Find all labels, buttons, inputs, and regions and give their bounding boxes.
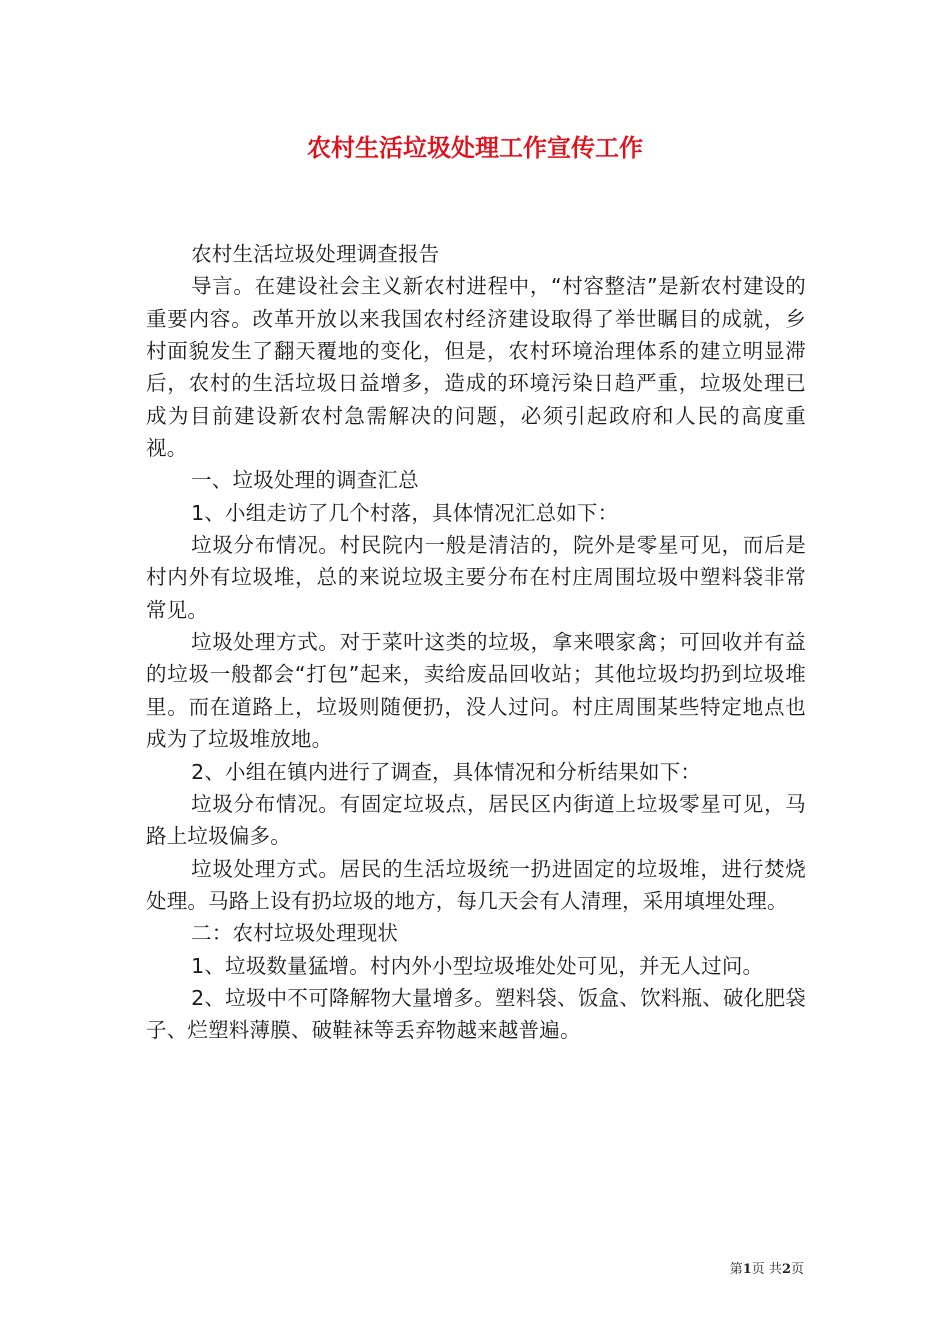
paragraph-village-disposal: 垃圾处理方式。对于菜叶这类的垃圾，拿来喂家禽；可回收并有益的垃圾一般都会“打包”起来，卖给废品回收站；其他垃圾均扔到垃圾堆里。而在道路上，垃圾则随便扔，没人过问。村庄周围某些特定地点也成为了垃圾堆放地。 (146, 630, 806, 752)
document-body (146, 238, 806, 1047)
paragraph-intro: 导言。在建设社会主义新农村进程中，“村容整洁”是新农村建设的重要内容。改革开放以来我国农村经济建设取得了举世瞩目的成就，乡村面貌发生了翻天覆地的变化，但是，农村环境治理体系的建立明显滞后，农村的生活垃圾日益增多，造成的环境污染日趋严重，垃圾处理已成为目前建设新农村急需解决的问题，必须引起政府和人民的高度重视。 (146, 274, 806, 461)
footer-prefix: 第 (729, 1262, 743, 1277)
paragraph-town-disposal: 垃圾处理方式。居民的生活垃圾统一扔进固定的垃圾堆，进行焚烧处理。马路上设有扔垃圾的地方，每几天会有人清理，采用填埋处理。 (146, 856, 806, 913)
paragraph-town-survey: 2、小组在镇内进行了调查，具体情况和分析结果如下： (191, 759, 702, 784)
document-title: 农村生活垃圾处理工作宣传工作 (307, 133, 643, 162)
paragraph-village-survey: 1、小组走访了几个村落，具体情况汇总如下： (191, 500, 619, 525)
report-subtitle: 农村生活垃圾处理调查报告 (191, 242, 440, 266)
heading-section-1: 一、垃圾处理的调查汇总 (191, 468, 419, 493)
paragraph-status-1: 1、垃圾数量猛增。村内外小型垃圾堆处处可见，并无人过问。 (191, 953, 764, 978)
paragraph-status-2: 2、垃圾中不可降解物大量增多。塑料袋、饭盒、饮料瓶、破化肥袋子、烂塑料薄膜、破鞋袜等丢弃物越来越普遍。 (146, 985, 806, 1043)
footer-suffix: 页 (790, 1262, 804, 1277)
heading-section-2: 二：农村垃圾处理现状 (191, 921, 399, 946)
footer-total-pages: 2 (781, 1262, 791, 1277)
footer-middle: 页 共 (751, 1262, 782, 1277)
page-footer (730, 1260, 804, 1280)
paragraph-village-distribution: 垃圾分布情况。村民院内一般是清洁的，院外是零星可见，而后是村内外有垃圾堆，总的来说垃圾主要分布在村庄周围垃圾中塑料袋非常常见。 (146, 533, 806, 622)
footer-current-page: 1 (742, 1262, 752, 1277)
paragraph-town-distribution: 垃圾分布情况。有固定垃圾点，居民区内街道上垃圾零星可见，马路上垃圾偏多。 (146, 791, 806, 849)
